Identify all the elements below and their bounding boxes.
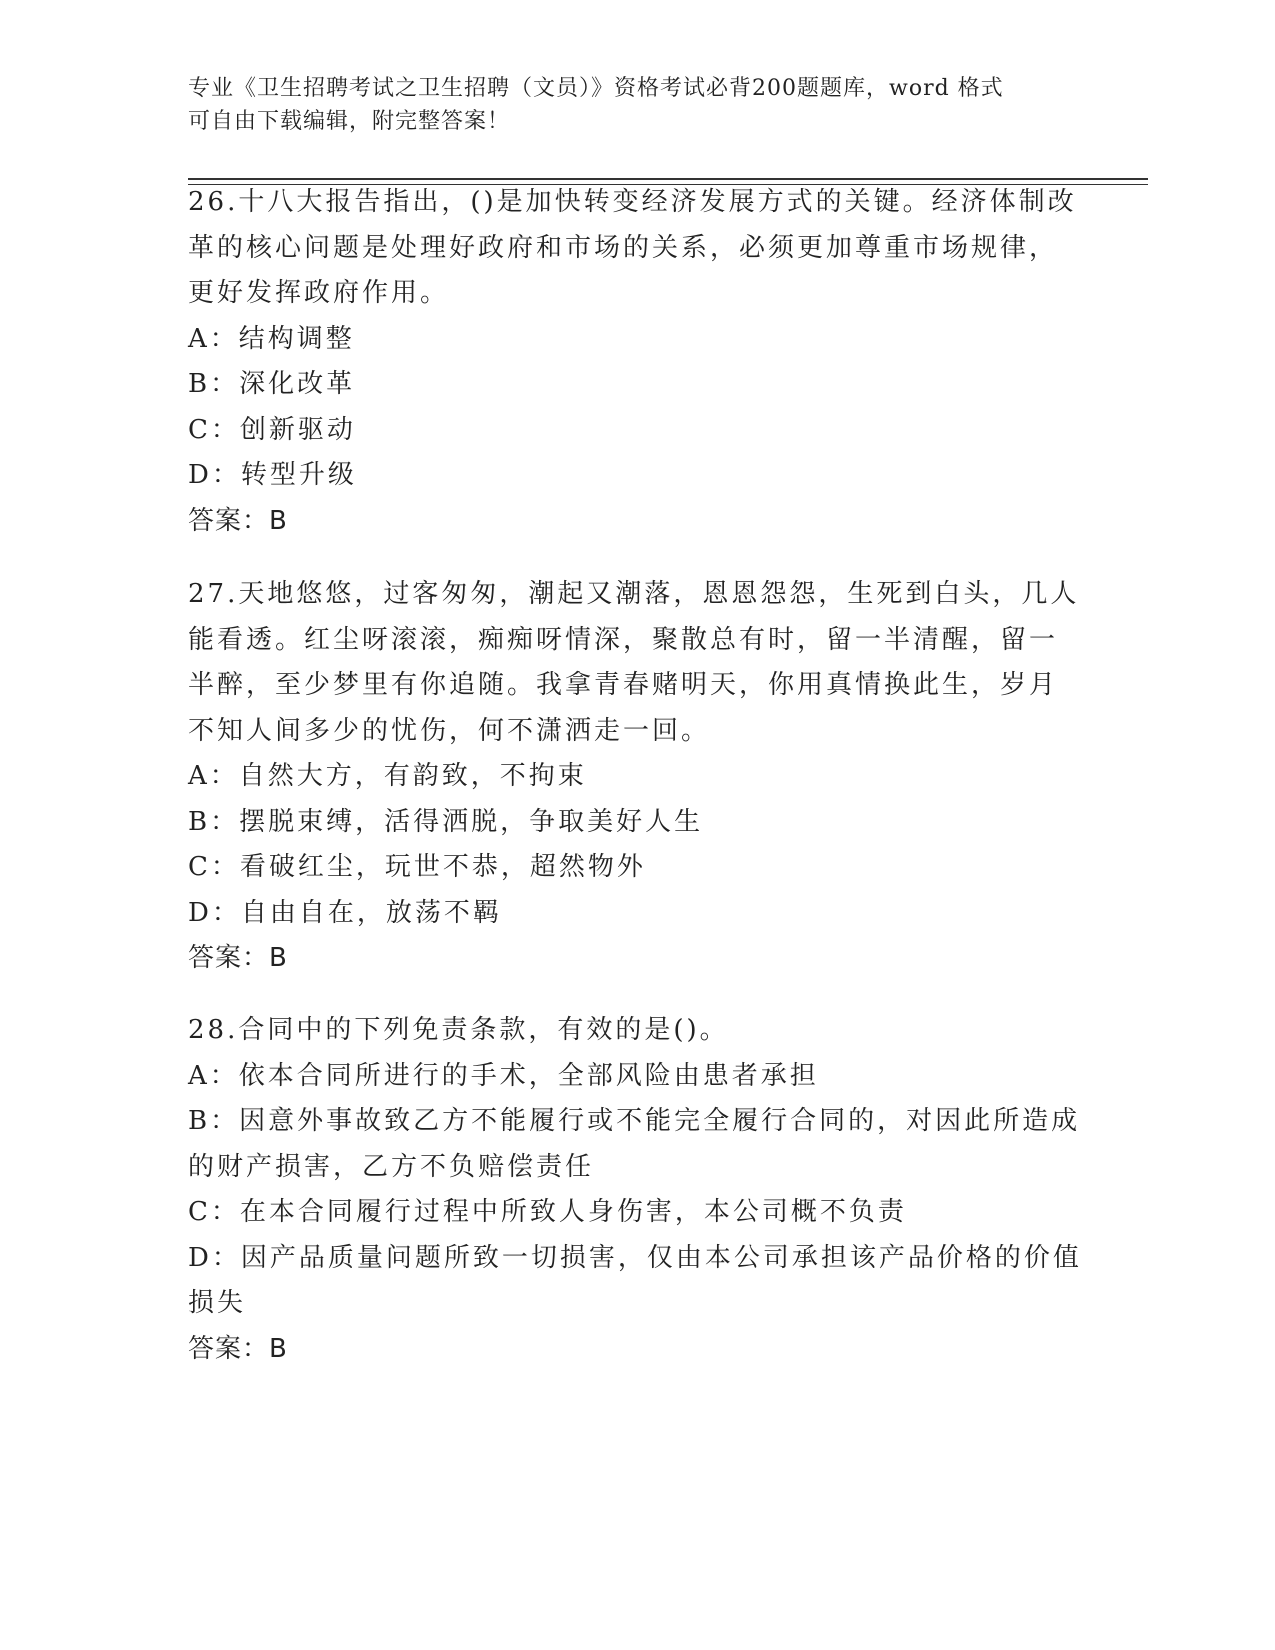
option-d: D：自由自在，放荡不羁 [188,897,502,928]
document-header [188,72,1088,138]
answer [188,1327,1088,1373]
question-text-line: 更好发挥政府作用。 [188,278,450,308]
question-28 [188,1008,1088,1372]
header-line-1: 专业《卫生招聘考试之卫生招聘（文员）》资格考试必背200题题库，word 格式 [188,76,1004,101]
option-d-continued: 损失 [188,1288,247,1318]
option-a: A：自然大方，有韵致，不拘束 [188,761,587,791]
option-d: D：转型升级 [188,460,357,490]
option-b: B：摆脱束缚，活得洒脱，争取美好人生 [188,806,704,837]
answer-value: B [269,943,288,973]
answer-value: B [269,505,288,536]
question-text-line: 27.天地悠悠，过客匆匆，潮起又潮落，恩恩怨怨，生死到白头，几人 [188,579,1080,609]
option-b: B：深化改革 [188,369,356,399]
question-text-line: 28.合同中的下列免责条款，有效的是()。 [188,1015,729,1045]
option-c: C：看破红尘，玩世不恭，超然物外 [188,852,646,882]
question-text-line: 革的核心问题是处理好政府和市场的关系，必须更加尊重市场规律， [188,232,1059,263]
option-d: D：因产品质量问题所致一切损害，仅由本公司承担该产品价格的价值 [188,1242,1082,1273]
answer-label: 答案： [188,943,270,973]
answer [188,499,1088,545]
option-a: A：依本合同所进行的手术，全部风险由患者承担 [188,1060,819,1091]
answer-label: 答案： [188,505,270,536]
question-text-line: 能看透。红尘呀滚滚，痴痴呀情深，聚散总有时，留一半清醒，留一 [188,624,1059,655]
question-text-line: 不知人间多少的忧伤，何不潇洒走一回。 [188,715,711,746]
option-a: A：结构调整 [188,323,355,354]
option-b: B：因意外事故致乙方不能履行或不能完全履行合同的，对因此所造成 [188,1106,1081,1136]
question-text-line: 26.十八大报告指出，()是加快转变经济发展方式的关键。经济体制改 [188,187,1077,217]
question-27 [188,572,1088,982]
answer [188,936,1088,982]
header-line-2: 可自由下载编辑，附完整答案！ [188,109,511,134]
option-c: C：在本合同履行过程中所致人身伤害，本公司概不负责 [188,1197,907,1227]
answer-label: 答案： [188,1333,270,1364]
option-c: C：创新驱动 [188,414,356,445]
answer-value: B [269,1333,288,1364]
question-text-line: 半醉，至少梦里有你追随。我拿青春赌明天，你用真情换此生，岁月 [188,670,1059,700]
question-26 [188,180,1088,544]
option-b-continued: 的财产损害，乙方不负赔偿责任 [188,1151,595,1182]
